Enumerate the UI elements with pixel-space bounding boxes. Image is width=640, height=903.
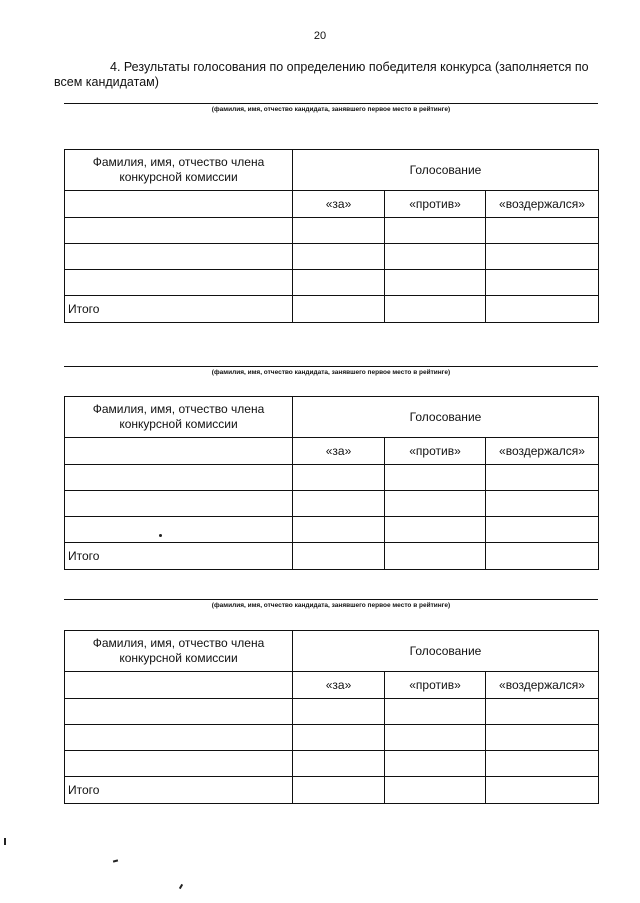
candidate-caption: (фамилия, имя, отчество кандидата, занявшего первое место в рейтинге) <box>211 106 451 113</box>
scan-speck <box>179 884 183 889</box>
scan-speck <box>113 859 118 862</box>
scan-speck <box>159 534 162 537</box>
vote-for-cell[interactable] <box>293 465 385 491</box>
member-name-cell[interactable] <box>65 438 293 465</box>
voting-header: Голосование <box>293 631 599 672</box>
member-name-cell[interactable] <box>65 491 293 517</box>
vote-abstained-cell[interactable] <box>486 491 599 517</box>
vote-against-cell[interactable] <box>385 517 486 543</box>
member-name-cell[interactable] <box>65 191 293 218</box>
candidate-caption: (фамилия, имя, отчество кандидата, занявшего первое место в рейтинге) <box>211 369 451 376</box>
vote-abstained-cell[interactable] <box>486 218 599 244</box>
section-heading-text: 4. Результаты голосования по определению победителя конкурса (заполняется по всем кандидатам) <box>54 60 589 89</box>
vote-against-cell[interactable] <box>385 751 486 777</box>
commission-member-header: Фамилия, имя, отчество члена конкурсной комиссии <box>65 150 293 191</box>
vote-for-header: «за» <box>293 672 385 699</box>
vote-for-cell[interactable] <box>293 725 385 751</box>
total-abstained-cell[interactable] <box>486 777 599 804</box>
vote-against-cell[interactable] <box>385 218 486 244</box>
vote-for-cell[interactable] <box>293 491 385 517</box>
vote-against-cell[interactable] <box>385 491 486 517</box>
total-against-cell[interactable] <box>385 296 486 323</box>
table-row <box>65 244 599 270</box>
member-name-cell[interactable] <box>65 672 293 699</box>
vote-abstained-header: «воздержался» <box>486 191 599 218</box>
total-for-cell[interactable] <box>293 543 385 570</box>
vote-for-cell[interactable] <box>293 751 385 777</box>
vote-abstained-cell[interactable] <box>486 699 599 725</box>
member-name-cell[interactable] <box>65 517 293 543</box>
table-row <box>65 751 599 777</box>
vote-against-cell[interactable] <box>385 244 486 270</box>
vote-against-cell[interactable] <box>385 725 486 751</box>
vote-abstained-cell[interactable] <box>486 751 599 777</box>
voting-header: Голосование <box>293 150 599 191</box>
vote-against-cell[interactable] <box>385 270 486 296</box>
voting-table <box>64 396 599 570</box>
member-name-cell[interactable] <box>65 218 293 244</box>
candidate-block-1 <box>64 103 598 316</box>
table-row <box>65 725 599 751</box>
table-row <box>65 517 599 543</box>
table-row <box>65 465 599 491</box>
member-name-cell[interactable] <box>65 725 293 751</box>
vote-abstained-cell[interactable] <box>486 270 599 296</box>
member-name-cell[interactable] <box>65 751 293 777</box>
candidate-caption: (фамилия, имя, отчество кандидата, занявшего первое место в рейтинге) <box>211 602 451 609</box>
table-row <box>65 270 599 296</box>
total-abstained-cell[interactable] <box>486 296 599 323</box>
vote-against-cell[interactable] <box>385 465 486 491</box>
vote-for-header: «за» <box>293 438 385 465</box>
candidate-block-3 <box>64 599 598 797</box>
commission-member-header: Фамилия, имя, отчество члена конкурсной комиссии <box>65 631 293 672</box>
vote-for-cell[interactable] <box>293 218 385 244</box>
member-name-cell[interactable] <box>65 270 293 296</box>
vote-against-header: «против» <box>385 191 486 218</box>
total-row <box>65 543 599 570</box>
total-row <box>65 777 599 804</box>
page-number: 20 <box>313 30 327 42</box>
vote-abstained-header: «воздержался» <box>486 672 599 699</box>
member-name-cell[interactable] <box>65 244 293 270</box>
vote-abstained-cell[interactable] <box>486 244 599 270</box>
vote-for-cell[interactable] <box>293 270 385 296</box>
voting-header: Голосование <box>293 397 599 438</box>
candidate-name-line[interactable] <box>64 103 598 104</box>
vote-against-cell[interactable] <box>385 699 486 725</box>
vote-against-header: «против» <box>385 672 486 699</box>
member-name-cell[interactable] <box>65 699 293 725</box>
vote-abstained-cell[interactable] <box>486 725 599 751</box>
vote-abstained-header: «воздержался» <box>486 438 599 465</box>
scan-speck <box>4 838 6 845</box>
commission-member-header: Фамилия, имя, отчество члена конкурсной комиссии <box>65 397 293 438</box>
candidate-name-line[interactable] <box>64 599 598 600</box>
table-row <box>65 491 599 517</box>
table-row <box>65 218 599 244</box>
vote-abstained-cell[interactable] <box>486 465 599 491</box>
total-row <box>65 296 599 323</box>
total-for-cell[interactable] <box>293 296 385 323</box>
total-for-cell[interactable] <box>293 777 385 804</box>
total-label: Итого <box>65 543 293 570</box>
vote-for-cell[interactable] <box>293 517 385 543</box>
member-name-cell[interactable] <box>65 465 293 491</box>
total-abstained-cell[interactable] <box>486 543 599 570</box>
voting-table <box>64 149 599 323</box>
vote-for-cell[interactable] <box>293 244 385 270</box>
voting-table <box>64 630 599 804</box>
total-label: Итого <box>65 777 293 804</box>
section-heading <box>54 60 614 90</box>
vote-abstained-cell[interactable] <box>486 517 599 543</box>
total-against-cell[interactable] <box>385 777 486 804</box>
vote-for-cell[interactable] <box>293 699 385 725</box>
vote-against-header: «против» <box>385 438 486 465</box>
vote-for-header: «за» <box>293 191 385 218</box>
table-row <box>65 699 599 725</box>
candidate-block-2 <box>64 366 598 563</box>
candidate-name-line[interactable] <box>64 366 598 367</box>
total-label: Итого <box>65 296 293 323</box>
total-against-cell[interactable] <box>385 543 486 570</box>
